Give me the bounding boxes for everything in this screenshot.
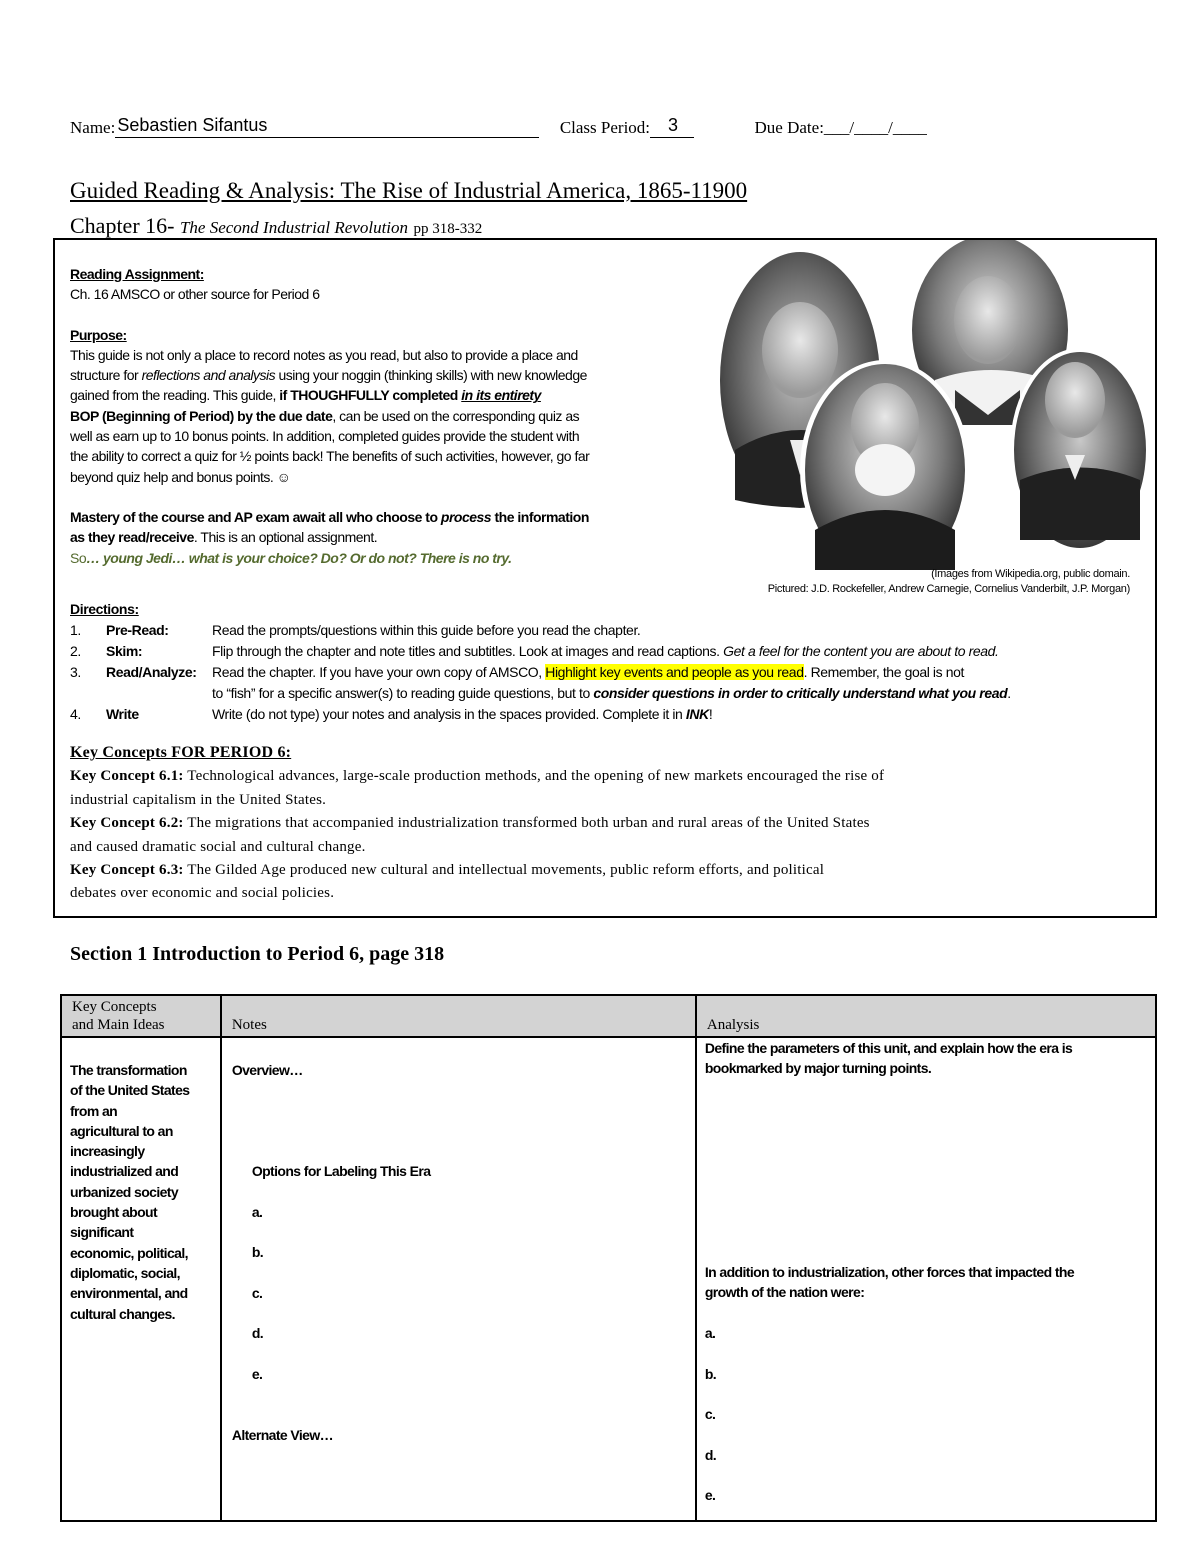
table-row bbox=[61, 1037, 1156, 1521]
analysis-question-2: In addition to industrialization, other forces that impacted the growth of the nation were: bbox=[704, 1264, 1075, 1301]
section-title: Section 1 Introduction to Period 6, page 318 bbox=[70, 943, 445, 965]
name-value: Sebastien Sifantus bbox=[117, 115, 268, 135]
key-concept-6-1: Key Concept 6.1: Technological advances, large-scale production methods, and the opening of new markets encouraged the rise of bbox=[70, 768, 885, 785]
due-date-field[interactable]: ___/____/____ bbox=[823, 118, 927, 137]
key-concepts-block: Key Concepts FOR PERIOD 6: Key Concept 6.1: Technological advances, large-scale production methods, and the opening of new markets encouraged the rise of industrial capitalism in the United States. Key Concept 6.2: The migrations that accompanied industrialization transformed both urban and rural areas of the United States and caused dramatic social and cultural change. Key Concept 6.3: The Gilded Age produced new cultural and intellectual movements, public reform efforts, and political debates over economic and social policies. bbox=[70, 741, 1150, 906]
analysis-cell[interactable] bbox=[696, 1037, 1156, 1521]
purpose-line-7: beyond quiz help and bonus points. ☺ bbox=[70, 468, 291, 485]
main-idea-text bbox=[70, 1060, 189, 1324]
direction-item-pre-read: 1. Pre-Read: Read the prompts/questions within this guide before you read the chapter. bbox=[70, 622, 641, 638]
notes-overview-label: Overview… bbox=[231, 1062, 303, 1078]
notes-table bbox=[60, 994, 1157, 1522]
mastery-line-2: as they read/receive. This is an optional assignment. bbox=[70, 529, 378, 546]
analysis-item-b: b. bbox=[704, 1366, 717, 1382]
key-concepts-heading: Key Concepts FOR PERIOD 6: bbox=[70, 744, 292, 761]
analysis-item-d: d. bbox=[704, 1447, 717, 1463]
main-idea-line: The transformation bbox=[70, 1062, 187, 1078]
guide-title: Guided Reading & Analysis: The Rise of Industrial America, 1865-11900 bbox=[70, 178, 748, 203]
purpose-line-5: well as earn up to 10 bonus points. In addition, completed guides provide the student with bbox=[70, 428, 580, 445]
main-idea-line: industrialized and bbox=[70, 1163, 179, 1180]
reading-purpose-block bbox=[70, 264, 710, 568]
purpose-line-6: the ability to correct a quiz for ½ points back! The benefits of such activities, however, go far bbox=[70, 448, 590, 465]
option-e: e. bbox=[251, 1366, 263, 1382]
main-idea-line: from an bbox=[70, 1102, 118, 1119]
purpose-line-4: BOP (Beginning of Period) by the due date, can be used on the corresponding quiz as bbox=[70, 407, 580, 424]
option-c: c. bbox=[251, 1285, 263, 1301]
class-period-value: 3 bbox=[668, 115, 679, 135]
header-analysis: Analysis bbox=[696, 995, 1156, 1037]
chapter-subtitle: The Second Industrial Revolution bbox=[179, 218, 409, 237]
key-concept-6-3: Key Concept 6.3: The Gilded Age produced new cultural and intellectual movements, public reform efforts, and political bbox=[70, 862, 825, 879]
analysis-question-1: Define the parameters of this unit, and explain how the era is bookmarked by major turning points. bbox=[704, 1040, 1073, 1077]
reading-assignment-text: Ch. 16 AMSCO or other source for Period 6 bbox=[70, 286, 320, 303]
main-idea-line: economic, political, bbox=[70, 1244, 188, 1261]
name-label: Name: bbox=[70, 118, 116, 137]
alternate-view-label: Alternate View… bbox=[231, 1427, 334, 1443]
highlighted-instruction: Highlight key events and people as you read bbox=[545, 664, 804, 680]
purpose-line-2: structure for reflections and analysis using your noggin (thinking skills) with new knowledge bbox=[70, 367, 587, 384]
main-idea-line: of the United States bbox=[70, 1082, 190, 1099]
main-idea-line: cultural changes. bbox=[70, 1305, 175, 1322]
due-date-label: Due Date: bbox=[754, 118, 824, 137]
direction-item-read-analyze: 3. Read/Analyze: Read the chapter. If you have your own copy of AMSCO, Highlight key events and people as you read. Remember, the goal is not bbox=[70, 664, 964, 680]
analysis-item-c: c. bbox=[704, 1406, 716, 1422]
analysis-item-a: a. bbox=[704, 1325, 716, 1341]
main-idea-line: brought about bbox=[70, 1204, 158, 1221]
direction-item-write: 4. Write Write (do not type) your notes and analysis in the spaces provided. Complete it in INK! bbox=[70, 706, 713, 722]
main-idea-line: significant bbox=[70, 1224, 134, 1241]
class-period-field[interactable] bbox=[650, 115, 694, 138]
main-idea-cell bbox=[61, 1037, 221, 1521]
industrialists-portrait-collage bbox=[720, 240, 1150, 570]
carnegie-portrait bbox=[800, 360, 970, 570]
main-idea-line: urbanized society bbox=[70, 1183, 179, 1200]
directions-block: Directions: 1. Pre-Read: Read the prompts/questions within this guide before you read the chapter. 2. Skim: Flip through the chapter and note titles and subtitles. Look at images and read captions. Get a feel for the content you are about to read. 3. Read/Analyze: Read the chapter. If you have your own copy of AMSCO, Highlight key events and people as you read. Remember, the goal is not to “fish” for a specific answer(s) to reading guide questions, but to consider questions in order to critically understand what you read. 4. Write Write (do not type) your notes and analysis in the spaces provided. Complete it in INK! bbox=[70, 599, 1150, 725]
purpose-line-1: This guide is not only a place to record notes as you read, but also to provide a place and bbox=[70, 346, 578, 363]
image-caption: (Images from Wikipedia.org, public domain. Pictured: J.D. Rockefeller, Andrew Carnegie, Cornelius Vanderbilt, J.P. Morgan) bbox=[767, 568, 1130, 595]
chapter-number: Chapter 16- bbox=[70, 213, 175, 238]
header-key-concepts: Key Concepts and Main Ideas bbox=[61, 995, 221, 1037]
main-idea-line: environmental, and bbox=[70, 1285, 188, 1302]
option-a: a. bbox=[251, 1204, 263, 1220]
option-b: b. bbox=[251, 1244, 264, 1260]
chapter-pages: pp 318-332 bbox=[413, 221, 483, 237]
student-info-line bbox=[70, 115, 927, 138]
mastery-line-1: Mastery of the course and AP exam await all who choose to process the information bbox=[70, 508, 589, 525]
option-d: d. bbox=[251, 1325, 264, 1341]
options-heading: Options for Labeling This Era bbox=[251, 1163, 431, 1179]
morgan-portrait bbox=[1010, 348, 1150, 552]
key-concept-6-2: Key Concept 6.2: The migrations that accompanied industrialization transformed both urban and rural areas of the United States bbox=[70, 815, 870, 832]
table-header-row bbox=[61, 995, 1156, 1037]
main-idea-line: increasingly bbox=[70, 1143, 145, 1160]
class-period-label: Class Period: bbox=[559, 118, 651, 137]
header-notes: Notes bbox=[221, 995, 696, 1037]
notes-cell[interactable] bbox=[221, 1037, 696, 1521]
main-idea-line: diplomatic, social, bbox=[70, 1264, 180, 1281]
directions-heading: Directions: bbox=[70, 601, 139, 617]
purpose-line-3: gained from the reading. This guide, if THOUGHFULLY completed in its entirety bbox=[70, 387, 541, 404]
jedi-quote: So… young Jedi… what is your choice? Do? Or do not? There is no try. bbox=[70, 549, 512, 566]
analysis-item-e: e. bbox=[704, 1487, 716, 1503]
reading-assignment-heading: Reading Assignment: bbox=[70, 266, 204, 282]
chapter-title bbox=[70, 213, 482, 239]
name-field[interactable] bbox=[115, 115, 539, 138]
direction-item-skim: 2. Skim: Flip through the chapter and note titles and subtitles. Look at images and read captions. Get a feel for the content you are about to read. bbox=[70, 643, 999, 659]
main-idea-line: agricultural to an bbox=[70, 1122, 173, 1139]
purpose-heading: Purpose: bbox=[70, 326, 127, 343]
